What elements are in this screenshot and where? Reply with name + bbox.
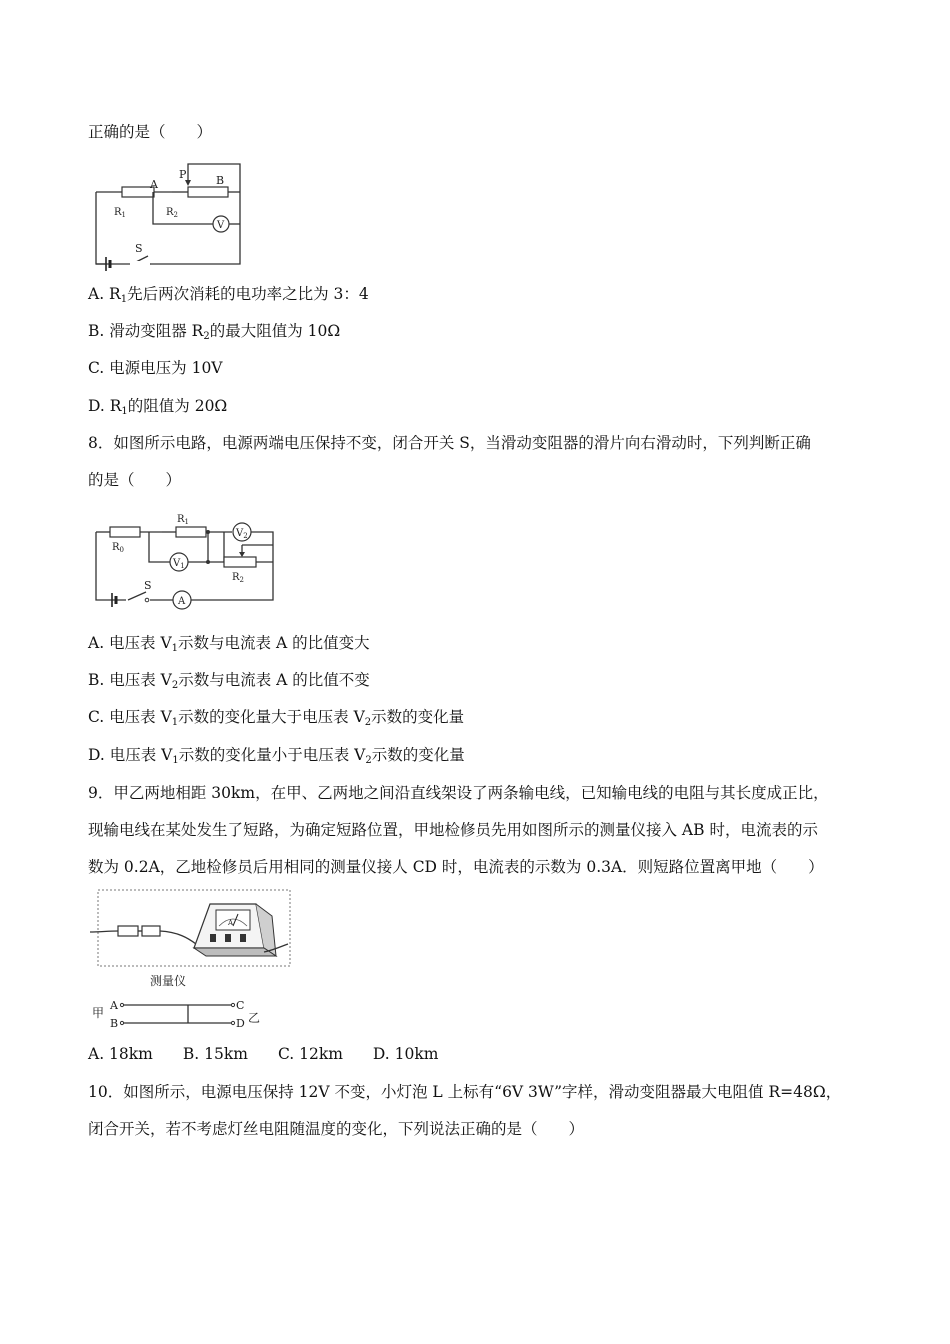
q7-label-r2: $R_2$	[166, 207, 178, 219]
q9-option-d: D. 10km	[372, 1045, 439, 1063]
meter-terminal-3	[240, 934, 246, 942]
q8-option-d: D. 电压表 $V_1$示数的变化量小于电压表 $V_2$示数的变化量	[88, 746, 465, 766]
label-b: B	[110, 1017, 119, 1030]
q9-stem-line2: 现输电线在某处发生了短路，为确定短路位置，甲地检修员先用如图所示的测量仪接入 AB 时，电流表的示	[88, 821, 818, 839]
q7-label-s: S	[135, 242, 143, 255]
q9-option-a: A. 18km	[88, 1045, 153, 1063]
meter-caption: 测量仪	[150, 974, 187, 988]
rheostat-r2	[188, 187, 228, 197]
resistor-r0	[110, 527, 140, 537]
q7-option-d: D. $R_1$的阻值为 20Ω	[88, 397, 228, 417]
q8-label-v1: $V_1$	[173, 558, 185, 570]
q8-stem-line2: 的是（ ）	[88, 471, 182, 489]
meter-resistor-2	[142, 926, 160, 936]
q8-label-s: S	[144, 579, 152, 592]
q10-stem-line2: 闭合开关，若不考虑灯丝电阻随温度的变化，下列说法正确的是（ ）	[88, 1120, 585, 1138]
resistor-r1	[176, 527, 206, 537]
q9-stem-line3: 数为 0.2A，乙地检修员后用相同的测量仪接人 CD 时，电流表的示数为 0.3A．则短路位置离甲地（ ）	[88, 858, 824, 876]
q9-option-b: B. 15km	[182, 1045, 248, 1063]
q7-circuit-diagram	[92, 160, 247, 270]
q8-label-r1: $R_1$	[177, 514, 189, 526]
slider-arrow-icon	[239, 552, 245, 557]
meter-resistor-1	[118, 926, 138, 936]
q7-label-p: P	[179, 168, 187, 181]
meter-terminal-2	[225, 934, 231, 942]
q7-label-v: V	[217, 220, 225, 231]
q7-label-a: A	[150, 178, 158, 191]
q8-circuit-diagram	[92, 510, 277, 605]
q8-option-c: C. 电压表 $V_1$示数的变化量大于电压表 $V_2$示数的变化量	[88, 708, 465, 728]
q8-option-a: A. 电压表 $V_1$示数与电流表 A 的比值变大	[88, 634, 370, 654]
dial-label: A	[228, 919, 234, 927]
q8-label-a: A	[178, 596, 186, 607]
q10-stem-line1: 10．如图所示，电源电压保持 12V 不变，小灯泡 L 上标有“6V 3W”字样，滑动变阻器最大电阻值 R=48Ω，	[88, 1083, 842, 1101]
q7-option-b: B. 滑动变阻器 $R_2$的最大阻值为 10Ω	[88, 322, 341, 342]
q8-stem-line1: 8．如图所示电路，电源两端电压保持不变，闭合开关 S，当滑动变阻器的滑片向右滑动时，下列判断正确	[88, 434, 811, 452]
q7-stem-tail: 正确的是（ ）	[88, 123, 213, 141]
q9-stem-line1: 9．甲乙两地相距 30km，在甲、乙两地之间沿直线架设了两条输电线，已知输电线的电阻与其长度成正比，	[88, 784, 829, 802]
q8-label-r2: $R_2$	[232, 572, 244, 584]
q8-option-b: B. 电压表 $V_2$示数与电流表 A 的比值不变	[88, 671, 370, 691]
label-d: D	[236, 1017, 245, 1030]
q9-options	[88, 1044, 468, 1064]
q8-label-r0: $R_0$	[112, 542, 124, 554]
q7-label-r1: $R_1$	[114, 207, 126, 219]
label-a: A	[110, 999, 118, 1012]
q8-label-v2: $V_2$	[236, 528, 248, 540]
label-c: C	[236, 999, 245, 1012]
q7-label-b: B	[216, 174, 225, 187]
rheostat-r2	[224, 557, 256, 567]
q9-option-c: C. 12km	[277, 1045, 343, 1063]
label-jia: 甲	[92, 1006, 105, 1020]
meter-terminal-1	[210, 934, 216, 942]
q7-option-c: C. 电源电压为 10V	[88, 359, 223, 377]
label-yi: 乙	[248, 1011, 261, 1025]
q7-option-a: A. $R_1$先后两次消耗的电功率之比为 3：4	[88, 285, 369, 305]
q9-measuring-figure	[88, 886, 293, 1036]
